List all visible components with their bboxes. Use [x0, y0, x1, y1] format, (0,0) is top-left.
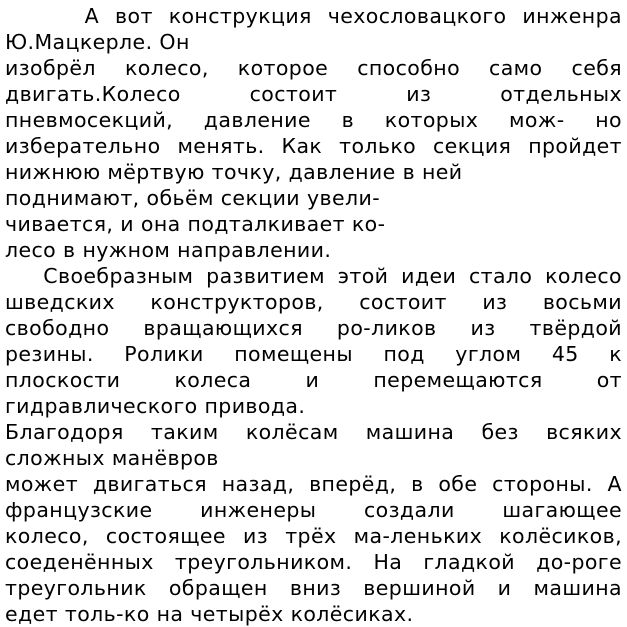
text-line-13: свободно вращающихся ро-ликов из твёрдой [5, 316, 622, 340]
text-line-3: изобрёл колесо, которое способно само себя [5, 56, 622, 80]
text-line-14: резины. Ролики помещены под углом 45 к [5, 342, 622, 366]
text-line-7: нижнюю мёртвую точку, давление в ней [5, 160, 463, 184]
text-line-8: поднимают, обьём секции увели- [5, 186, 380, 210]
text-line-4: двигать.Колесо состоит из отдельных [5, 82, 622, 106]
text-line-23: треугольник обращен вниз вершиной и машина [5, 576, 622, 600]
text-line-16: гидравлического привода. [5, 394, 306, 418]
text-line-19: может двигаться назад, вперёд, в обе стороны. А [5, 472, 622, 496]
text-line-17: Благодоря таким колёсам машина без всяких [5, 420, 622, 444]
text-line-21: колесо, состоящее из трёх ма-леньких колёсиков, [5, 524, 622, 548]
text-line-20: французские инженеры создали шагающее [5, 498, 622, 522]
text-line-22: соеденённых треугольником. На гладкой до-роге [5, 550, 622, 574]
text-line-15: плоскости колеса и перемещаются от [5, 368, 622, 392]
text-line-12: шведских конструкторов, состоит из восьми [5, 290, 622, 314]
text-line-10: лесо в нужном направлении. [5, 238, 332, 262]
text-line-2: Ю.Мацкерле. Он [5, 30, 190, 54]
text-line-18: сложных манёвров [5, 446, 219, 470]
text-line-1: А вот конструкция чехословацкого инженра [5, 4, 622, 28]
text-line-11: Своебразным развитием этой идеи стало колесо [5, 264, 622, 288]
document-body [5, 3, 622, 627]
text-line-5: пневмосекций, давление в которых мож- но [5, 108, 622, 132]
text-line-9: чивается, и она подталкивает ко- [5, 212, 386, 236]
text-line-6: изберательно менять. Как только секция пройдет [5, 134, 622, 158]
text-line-24: едет толь-ко на четырёх колёсиках. [5, 602, 414, 626]
